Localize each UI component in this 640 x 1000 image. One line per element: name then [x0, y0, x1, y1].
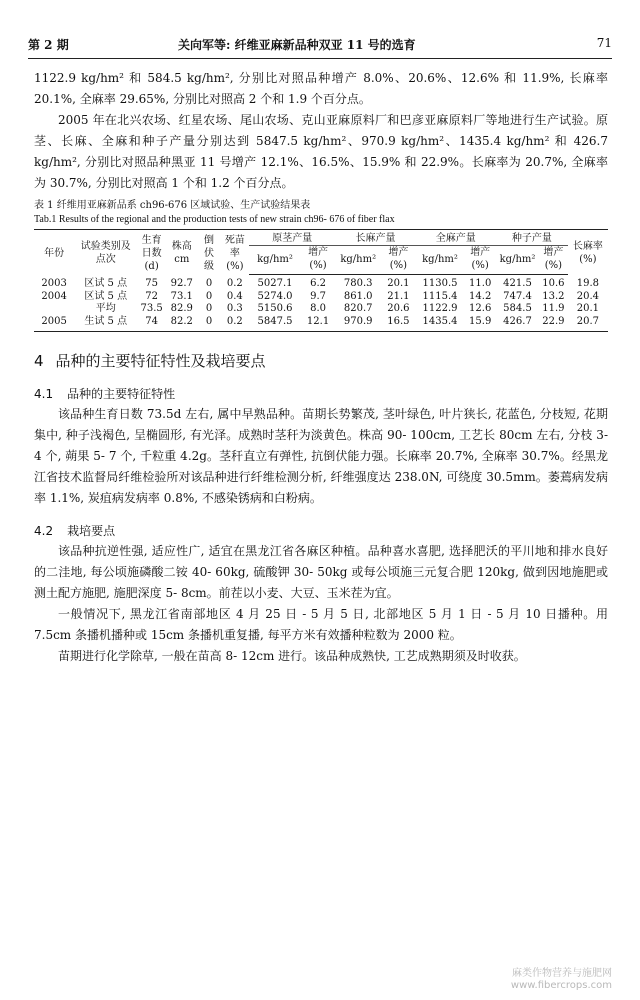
page-number: 71 — [596, 36, 612, 50]
table-cell: 5847.5 — [257, 315, 293, 327]
table-cell: 0.2 — [226, 315, 243, 327]
subcol-kg: kg/hm² — [335, 246, 381, 275]
subcol-kg: kg/hm² — [496, 246, 539, 275]
subsection-number: 4.2 — [34, 524, 54, 538]
paragraph: 该品种生育日数 73.5d 左右, 属中早熟品种。苗期长势繁茂, 茎叶绿色, 叶片狭长, 花蓝色, 分枝短, 花期集中, 种子浅褐色, 呈椭圆形, 有光泽。成熟时茎秆为淡黄色。株高 90- 100cm, 工艺长 80cm 左右, 分枝 3- 4 个, 蒴果 5- 7 个, 千粒重 4.2g。茎秆直立有弹性, 抗倒伏能力强。长麻率 20.7%, 全麻率 30.7%。经黑龙江省技术监督局纤维检验所对该品种进行纤维检测分析, 纤维强度达 238.0N, 可绕度 30.5mm。萎蔫病发病率 1.1%, 炭疽病发病率 0.8%, 不感染锈病和白粉病。 — [34, 407, 608, 505]
table-cell: 75 — [145, 277, 158, 289]
table-cell: 22.9 — [542, 315, 565, 327]
table-cell: 2004 — [41, 290, 67, 302]
table-cell: 1115.4 — [422, 290, 458, 302]
section-heading — [34, 350, 608, 372]
table-cell: 6.2 — [310, 278, 327, 289]
table-cell: 970.9 — [343, 315, 373, 327]
table-cell: 10.6 — [542, 278, 565, 289]
table-row — [34, 316, 608, 332]
table-cell: 21.1 — [387, 290, 410, 302]
table-cell: 区试 5 点 — [84, 277, 128, 289]
table-cell: 1130.5 — [422, 278, 458, 289]
table-cell: 0.4 — [226, 290, 243, 302]
table-cell: 82.9 — [170, 303, 193, 314]
table-cell: 14.2 — [469, 290, 492, 302]
paragraph: 苗期进行化学除草, 一般在苗高 8- 12cm 进行。该品种成熟快, 工艺成熟期须及时收获。 — [58, 649, 526, 663]
table-cell: 20.1 — [387, 278, 410, 289]
table-cell: 16.5 — [387, 315, 410, 327]
running-title: 关向军等: 纤维亚麻新品种双亚 11 号的选育 — [178, 38, 416, 52]
watermark-title: 麻类作物营养与施肥网 — [512, 968, 612, 979]
col-long-fiber-rate: 长麻率(%) — [572, 241, 603, 266]
subcol-increase: 增产(%) — [301, 246, 335, 275]
page-header — [28, 36, 612, 56]
paragraph: 该品种抗逆性强, 适应性广, 适宜在黑龙江省各麻区种植。品种喜水喜肥, 选择肥沃的平川地和排水良好的二洼地, 每公顷施磷酸二铵 40- 60kg, 硫酸钾 30- 50kg 或每公顷施三元复合肥 120kg, 做到因地施肥或测土配方施肥, 施肥深度 5- 8cm。前茬以小麦、大豆、玉米茬为宜。 — [34, 544, 609, 600]
col-stem-yield: 原茎产量 — [249, 230, 335, 246]
table-cell — [34, 303, 74, 316]
table-cell: 0 — [205, 315, 213, 327]
watermark — [511, 968, 612, 992]
subcol-increase: 增产(%) — [381, 246, 415, 275]
table-cell: 2003 — [41, 277, 67, 289]
table-cell: 20.4 — [576, 290, 599, 302]
subsection-heading — [34, 521, 608, 541]
paragraph: 一般情况下, 黑龙江省南部地区 4 月 25 日 - 5 月 5 日, 北部地区 5 月 1 日 - 5 月 10 日播种。用 7.5cm 条播机播种或 15cm 条播机重复播, 每平方米有效播种粒数为 2000 粒。 — [34, 607, 608, 642]
table-cell: 2005 — [41, 315, 67, 327]
table-cell: 12.1 — [306, 315, 330, 327]
table-cell: 11.9 — [542, 303, 565, 314]
table-cell: 15.9 — [469, 315, 492, 327]
table-cell: 平均 — [95, 303, 116, 314]
table-cell: 82.2 — [170, 315, 193, 327]
table-cell: 73.1 — [170, 290, 193, 302]
subsection-title: 栽培要点 — [67, 524, 116, 538]
table-cell: 0.2 — [226, 277, 243, 289]
paragraph: 2005 年在北兴农场、红星农场、尾山农场、克山亚麻原料厂和巴彦亚麻原料厂等地进行生产试验。原茎、长麻、全麻和种子产量分别达到 5847.5 kg/hm²、970.9 kg/hm²、1435.4 kg/hm² 和 426.7 kg/hm², 分别比对照品种黑亚 11 号增产 12.1%、16.5%、15.9% 和 22.9%。长麻率为 20.7%, 全麻率为 30.7%, 分别比对照高 1 个和 1.2 个百分点。 — [34, 113, 608, 190]
table-cell: 1122.9 — [422, 303, 458, 314]
paragraph: 1122.9 kg/hm² 和 584.5 kg/hm², 分别比对照品种增产 8.0%、20.6%、12.6% 和 11.9%, 长麻率 20.1%, 全麻率 29.65%, 分别比对照高 2 个和 1.9 个百分点。 — [34, 71, 608, 106]
table-row — [34, 275, 608, 291]
subsection-number: 4.1 — [34, 387, 54, 401]
table-cell: 421.5 — [503, 278, 532, 289]
header-rule — [28, 58, 612, 59]
table-cell: 13.2 — [542, 290, 565, 302]
article-body — [34, 68, 608, 667]
table-cell: 92.7 — [170, 277, 193, 289]
table-cell: 584.5 — [503, 303, 532, 314]
table-cell: 区试 5 点 — [84, 290, 128, 302]
table-cell: 861.0 — [343, 290, 373, 302]
col-height: 株高 cm — [171, 241, 192, 266]
subsection-heading — [34, 384, 608, 404]
watermark-url: www.fibercrops.com — [510, 980, 612, 991]
table-cell: 0 — [205, 290, 213, 302]
table-caption-en: Tab.1 Results of the regional and the production tests of new strain ch96- 676 of fiber flax — [34, 214, 395, 225]
col-year: 年份 — [44, 247, 65, 259]
table-cell: 1435.4 — [422, 315, 458, 327]
table-cell: 8.0 — [310, 303, 327, 314]
subcol-kg: kg/hm² — [416, 246, 465, 275]
table-cell: 426.7 — [503, 315, 532, 327]
section-number: 4 — [34, 352, 44, 370]
col-total-fiber-yield: 全麻产量 — [416, 230, 496, 246]
table-cell: 780.3 — [343, 278, 373, 289]
table-cell: 20.6 — [387, 303, 410, 314]
table-row — [34, 303, 608, 316]
table-cell: 747.4 — [503, 290, 532, 302]
table-cell: 5274.0 — [257, 290, 293, 302]
table-cell: 820.7 — [343, 303, 373, 314]
table-caption-zh: 表 1 纤维用亚麻新品系 ch96-676 区域试验、生产试验结果表 — [34, 200, 311, 211]
table-row — [34, 291, 608, 304]
table-cell: 74 — [145, 315, 158, 327]
subcol-increase: 增产(%) — [464, 246, 496, 275]
subsection-title: 品种的主要特征特性 — [67, 387, 176, 401]
section-title: 品种的主要特征特性及栽培要点 — [55, 352, 266, 370]
table-cell: 0 — [205, 277, 213, 289]
col-growth-days: 生育日数 (d) — [141, 234, 162, 272]
col-lodging: 倒伏级 — [204, 234, 215, 272]
col-dead-rate: 死苗率(%) — [224, 234, 245, 272]
table-body — [34, 275, 608, 332]
subcol-increase: 增产(%) — [539, 246, 568, 275]
table-cell: 20.1 — [576, 303, 599, 314]
table-cell: 72 — [145, 290, 158, 302]
col-seed-yield: 种子产量 — [496, 230, 568, 246]
subcol-kg: kg/hm² — [249, 246, 301, 275]
table-cell: 0 — [205, 303, 213, 314]
table-cell: 20.7 — [576, 315, 599, 327]
table-cell: 5027.1 — [257, 278, 293, 289]
table-cell: 12.6 — [469, 303, 492, 314]
table-cell: 73.5 — [140, 303, 163, 314]
table-cell: 0.3 — [226, 303, 243, 314]
col-test-type: 试验类别及点次 — [80, 241, 131, 266]
issue-number: 第 2 期 — [28, 38, 69, 52]
table-cell: 5150.6 — [257, 303, 293, 314]
table-cell: 19.8 — [576, 277, 599, 289]
table-cell: 11.0 — [469, 278, 492, 289]
table-cell: 生试 5 点 — [84, 315, 128, 327]
table-cell: 9.7 — [310, 290, 327, 302]
results-table — [34, 229, 608, 332]
col-long-fiber-yield: 长麻产量 — [335, 230, 415, 246]
